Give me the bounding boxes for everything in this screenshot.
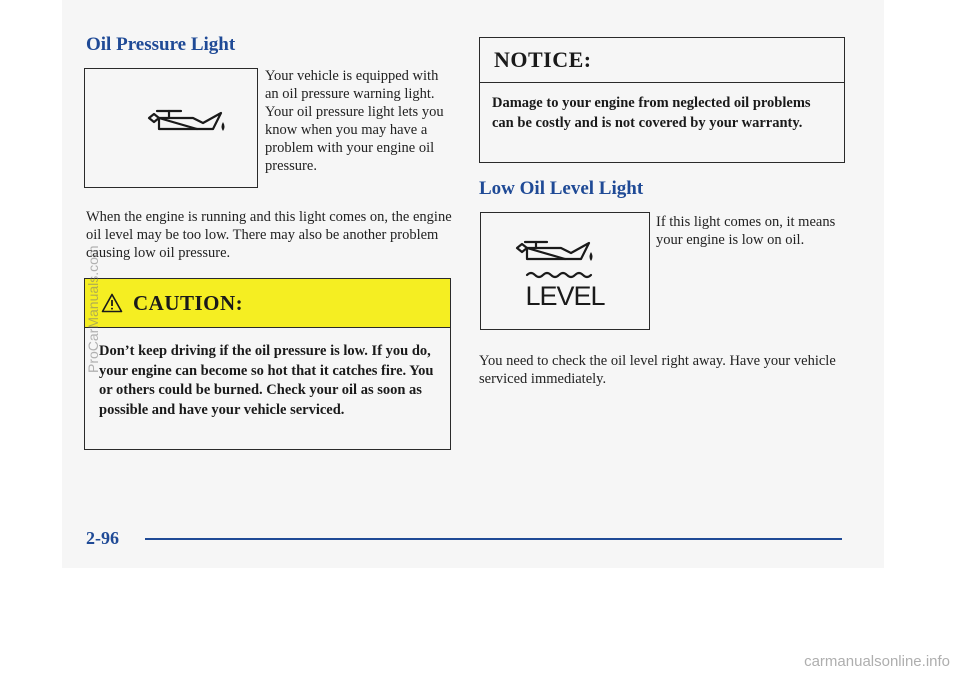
oil-pressure-intro: Your vehicle is equipped with an oil pressure warning light. Your oil pressure light lets you know when you may have a problem with your engine oil pressure. xyxy=(265,68,444,174)
oil-level-label: LEVEL xyxy=(525,281,605,311)
side-watermark xyxy=(78,205,101,375)
warning-triangle-icon xyxy=(101,293,123,313)
low-oil-level-heading: Low Oil Level Light xyxy=(479,178,644,199)
notice-title: NOTICE: xyxy=(494,47,592,72)
oil-pressure-icon-box xyxy=(84,68,258,188)
oil-pressure-body: When the engine is running and this light comes on, the engine oil level may be too low. There may also be another problem causing low oil pressure. xyxy=(86,209,452,261)
side-watermark-text: ProCarManuals.com xyxy=(85,245,101,373)
caution-box xyxy=(84,278,451,450)
oil-pressure-heading: Oil Pressure Light xyxy=(86,34,236,55)
page-number: 2-96 xyxy=(86,528,119,548)
notice-text: Damage to your engine from neglected oil problems can be costly and is not covered by your warranty. xyxy=(492,95,811,131)
caution-text: Don’t keep driving if the oil pressure is low. If you do, your engine can become so hot that it catches fire. You or others could be burned. Check your oil as soon as possible and have your vehicle serviced. xyxy=(99,343,434,418)
oil-level-icon-box xyxy=(480,212,650,330)
low-oil-body: You need to check the oil level right away. Have your vehicle serviced immediately. xyxy=(479,353,836,387)
caution-header xyxy=(85,279,450,328)
notice-header xyxy=(480,38,844,83)
footer-rule xyxy=(145,538,842,540)
bottom-watermark: carmanualsonline.info xyxy=(804,653,950,670)
low-oil-intro: If this light comes on, it means your engine is low on oil. xyxy=(656,214,836,248)
caution-title: CAUTION: xyxy=(133,290,244,315)
notice-box xyxy=(479,37,845,163)
oil-can-icon xyxy=(85,69,257,187)
